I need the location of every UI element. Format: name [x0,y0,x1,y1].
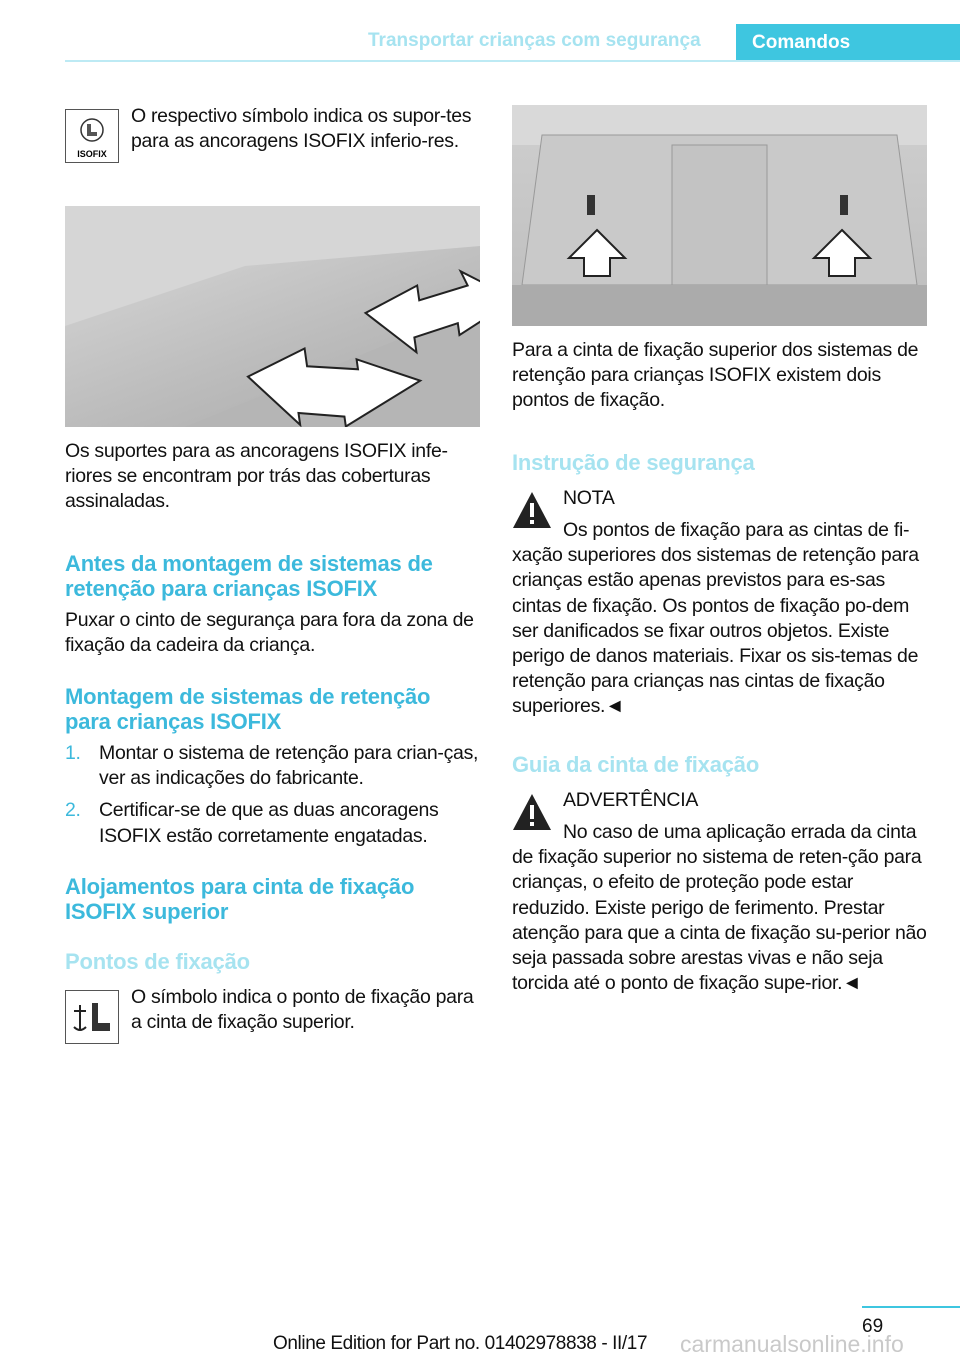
anchor-description: O símbolo indica o ponto de fixação para a cinta de fixação superior. [131,986,474,1034]
heading-before-mounting: Antes da montagem de sistemas de retenção para crianças ISOFIX [65,551,433,601]
chapter-tab[interactable]: Comandos [736,24,960,62]
edition-info: Online Edition for Part no. 01402978838 - II/17 [273,1333,648,1354]
list-item: 1. Montar o sistema de retenção para crian-ças, ver as indicações do fabricante. [65,742,479,790]
seat-photo-caption: Os suportes para as ancoragens ISOFIX infe-riores se encontram por trás das coberturas assinaladas. [65,440,448,513]
footer-divider [862,1306,960,1308]
heading-mounting: Montagem de sistemas de retenção para crianças ISOFIX [65,684,431,734]
heading-anchor-points: Pontos de fixação [65,949,250,974]
note-title: NOTA [563,487,615,509]
heading-strap-guide: Guia da cinta de fixação [512,752,760,777]
isofix-description: O respectivo símbolo indica os supor-tes para as ancoragens ISOFIX inferio-res. [131,105,472,153]
header-divider [65,60,960,62]
before-mounting-text: Puxar o cinto de segurança para fora da zona de fixação da cadeira da criança. [65,609,474,657]
list-item: 2. Certificar-se de que as duas ancoragens ISOFIX estão corretamente engatadas. [65,799,439,847]
heading-top-tether: Alojamentos para cinta de fixação ISOFIX superior [65,874,415,924]
isofix-icon [65,109,119,163]
section-title: Transportar crianças com segurança [368,30,701,51]
note-text: Os pontos de fixação para as cintas de fi-xação superiores dos sistemas de retenção para crianças estão apenas previstos para es-sas cintas de fixação. Os pontos de fixação po-dem ser danificados se fixar outros objetos. Existe perigo de danos materiais. Fixar os sis-temas de retenção para crianças nas cintas de fixação superiores.◄ [512,519,919,718]
cargo-photo-caption: Para a cinta de fixação superior dos sistemas de retenção para crianças ISOFIX existem dois pontos de fixação. [512,339,919,412]
page-number: 69 [862,1316,884,1337]
mounting-steps [65,741,480,849]
cargo-anchor-photo [512,105,927,326]
warning-title: ADVERTÊNCIA [563,789,699,811]
warning-text: No caso de uma aplicação errada da cinta de fixação superior no sistema de reten-ção para crianças, o efeito de proteção pode estar reduzido. Existe perigo de ferimento. Prestar atenção para que a cinta de fixação su-perior não seja passada sobre arestas vivas e não seja torcida até o ponto de fixação supe-rior.◄ [512,821,927,995]
seat-isofix-photo [65,206,480,427]
top-tether-anchor-icon [65,990,119,1044]
heading-safety: Instrução de segurança [512,450,755,475]
svg-text:ISOFIX: ISOFIX [77,149,107,159]
watermark: carmanualsonline.info [680,1331,904,1357]
